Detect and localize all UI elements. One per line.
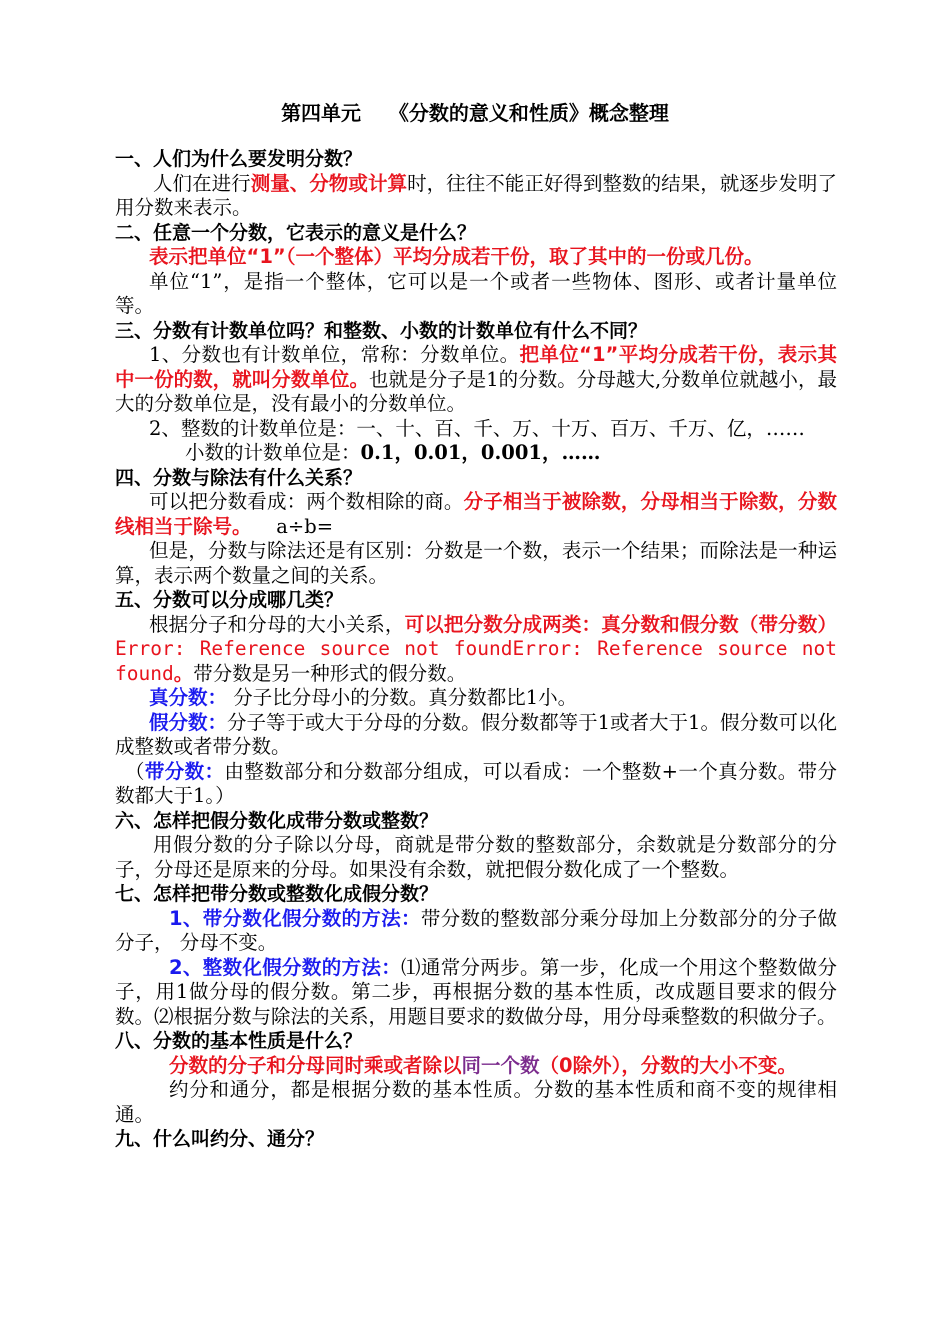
text: 根据分子和分母的大小关系， bbox=[149, 612, 405, 636]
text: 人们在进行 bbox=[153, 171, 251, 195]
section-heading-9: 九、什么叫约分、通分？ bbox=[115, 1128, 325, 1150]
highlight-text: 分子相当于被除数，分母相当于除数，分数线相当于除号。 bbox=[115, 490, 837, 538]
highlight-text: 。 bbox=[173, 661, 194, 685]
text: 也就是分子是1的分数。分母越大,分数单位就越小，最大的分数单位是，没有最小的分数单位。 bbox=[115, 367, 837, 415]
section-heading-6: 六、怎样把假分数化成带分数或整数？ bbox=[115, 809, 439, 832]
decimal-values: 0.1，0.01，0.001，…… bbox=[360, 441, 601, 464]
paragraph-decimal-units bbox=[115, 441, 837, 466]
paragraph-mixed-number bbox=[115, 760, 837, 809]
text: 1、分数也有计数单位，常称：分数单位。 bbox=[149, 343, 520, 366]
paragraph-reduction-relation: 约分和通分，都是根据分数的基本性质。分数的基本性质和商不变的规律相通。 bbox=[115, 1078, 837, 1126]
highlight-text: 可以把分数分成两类：真分数和假分数（带分数） bbox=[404, 612, 837, 636]
section-heading-3: 三、分数有计数单位吗？和整数、小数的计数单位有什么不同？ bbox=[115, 319, 648, 342]
basic-property-definition bbox=[115, 1054, 837, 1079]
text: 时，往往不能正好得到整数的结果，就逐步发明了用分数来表示。 bbox=[115, 171, 837, 219]
highlight-text: （0除外），分数的大小不变。 bbox=[539, 1053, 797, 1077]
term-label: 2、整数化假分数的方法： bbox=[169, 955, 402, 979]
highlight-text: 测量、分物或计算 bbox=[250, 171, 408, 195]
term-label: 1、带分数化假分数的方法： bbox=[169, 906, 421, 930]
page-title: 第四单元 《分数的意义和性质》概念整理 bbox=[281, 101, 669, 125]
paragraph-why-fractions bbox=[115, 172, 837, 221]
paragraph-improper-to-mixed: 用假分数的分子除以分母，商就是带分数的整数部分，余数就是分数部分的分子，分母还是原来的分母。如果没有余数，就把假分数化成了一个整数。 bbox=[115, 833, 837, 881]
text: 可以把分数看成：两个数相除的商。 bbox=[149, 490, 464, 513]
section-heading-1: 一、人们为什么要发明分数？ bbox=[115, 148, 363, 170]
highlight-text-purple: 同一个数 bbox=[461, 1053, 540, 1077]
highlight-text: 分数的分子和分母同时乘或者除以 bbox=[169, 1053, 462, 1077]
paragraph-fraction-types bbox=[115, 613, 837, 687]
section-heading-4: 四、分数与除法有什么关系？ bbox=[115, 466, 363, 489]
paragraph-proper-fraction bbox=[115, 686, 837, 711]
text: （ bbox=[125, 759, 145, 783]
fraction-definition bbox=[115, 245, 837, 270]
term-label: 真分数： bbox=[149, 686, 228, 709]
paragraph-difference: 但是，分数与除法还是有区别：分数是一个数，表示一个结果；而除法是一种运算，表示两个数量之间的关系。 bbox=[115, 539, 837, 587]
text: 带分数的整数部分乘分母加上分数部分的分子做分子， 分母不变。 bbox=[115, 906, 837, 954]
paragraph-integer-units: 2、整数的计数单位是：一、十、百、千、万、十万、百万、千万、亿，…… bbox=[149, 416, 805, 440]
paragraph-unit-one: 单位“1”，是指一个整体，它可以是一个或者一些物体、图形、或者计量单位等。 bbox=[115, 269, 837, 317]
term-label: 假分数： bbox=[149, 710, 228, 734]
section-heading-8: 八、分数的基本性质是什么？ bbox=[115, 1030, 363, 1052]
highlight-text: 表示把单位“1”（一个整体）平均分成若干份，取了其中的一份或几份。 bbox=[149, 245, 764, 268]
paragraph-fraction-division bbox=[115, 490, 837, 539]
paragraph-improper-fraction bbox=[115, 711, 837, 760]
document-body bbox=[115, 147, 837, 1152]
paragraph-method-1 bbox=[115, 907, 837, 956]
text: 分子比分母小的分数。真分数都比1小。 bbox=[227, 686, 578, 709]
formula: a÷b= bbox=[251, 514, 334, 538]
highlight-text: 把单位“1”平均分成若干份，表示其中一份的数，就叫分数单位。 bbox=[115, 343, 837, 391]
term-label: 带分数： bbox=[144, 759, 225, 783]
text: 分子等于或大于分母的分数。假分数都等于1或者大于1。假分数可以化成整数或者带分数。 bbox=[115, 710, 837, 758]
text: ⑴通常分两步。第一步，化成一个用这个整数做分子，用1做分母的假分数。第二步，再根据分数的基本性质，改成题目要求的假分数。⑵根据分数与除法的关系，用题目要求的数做分母，用分母乘整数的积做分子。 bbox=[115, 955, 837, 1028]
paragraph-fraction-unit bbox=[115, 343, 837, 417]
error-text: Error: Reference source not foundError: Reference source not found bbox=[115, 637, 837, 685]
text: 带分数是另一种形式的假分数。 bbox=[193, 661, 467, 685]
text: 小数的计数单位是： bbox=[185, 441, 361, 464]
section-heading-5: 五、分数可以分成哪几类？ bbox=[115, 589, 344, 611]
section-heading-2: 二、任意一个分数，它表示的意义是什么？ bbox=[115, 221, 477, 244]
section-heading-7: 七、怎样把带分数或整数化成假分数？ bbox=[115, 883, 439, 905]
text: 由整数部分和分数部分组成，可以看成：一个整数+一个真分数。带分数都大于1。） bbox=[115, 759, 837, 807]
paragraph-method-2 bbox=[115, 956, 837, 1030]
